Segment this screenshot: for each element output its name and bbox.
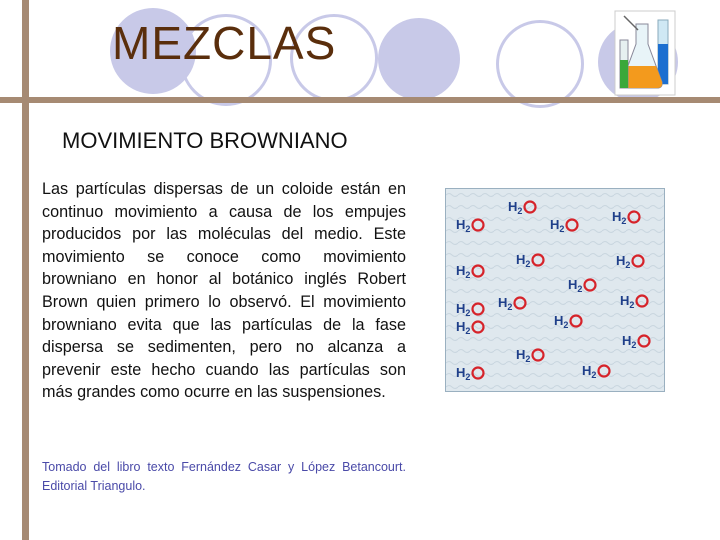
accent-horizontal-rule (0, 97, 720, 103)
svg-text:H2: $H_2$ (620, 293, 635, 310)
svg-text:H2: $H_2$ (622, 333, 637, 350)
decor-circle (378, 18, 460, 100)
svg-text:H2: $H_2$ (516, 252, 531, 269)
svg-text:H2: $H_2$ (456, 263, 471, 280)
svg-text:H2: $H_2$ (498, 295, 513, 312)
svg-text:H2: $H_2$ (516, 347, 531, 364)
body-paragraph: Las partículas dispersas de un coloide están en continuo movimiento a causa de los empujes producidos por las moléculas del medio. Este movimiento se conoce como movimiento browniano en honor al botánico inglés Robert Brown quien primero lo observó. El movimiento browniano evita que las partículas de la fase dispersa se sedimenten, pero no alcanza a prevenir este hecho cuando las partículas son más grandes como ocurre en las suspensiones. (42, 180, 406, 402)
svg-text:H2: $H_2$ (582, 363, 597, 380)
source-credit: Tomado del libro texto Fernández Casar y López Betancourt. Editorial Triangulo. (42, 460, 406, 493)
svg-text:H2: $H_2$ (456, 319, 471, 336)
accent-vertical-rule (22, 0, 29, 540)
water-molecules-illustration (445, 188, 665, 392)
svg-text:H2: $H_2$ (508, 199, 523, 216)
svg-text:H2: $H_2$ (612, 209, 627, 226)
slide-title: MEZCLAS (112, 17, 337, 69)
slide-subtitle: MOVIMIENTO BROWNIANO (62, 128, 348, 153)
decor-circle (496, 20, 584, 108)
svg-text:H2: $H_2$ (456, 301, 471, 318)
svg-text:H2: $H_2$ (616, 253, 631, 270)
svg-text:H2: $H_2$ (456, 217, 471, 234)
svg-text:H2: $H_2$ (568, 277, 583, 294)
svg-text:H2: $H_2$ (456, 365, 471, 382)
chemistry-flasks-icon (614, 10, 676, 96)
svg-text:H2: $H_2$ (554, 313, 569, 330)
svg-text:H2: $H_2$ (550, 217, 565, 234)
